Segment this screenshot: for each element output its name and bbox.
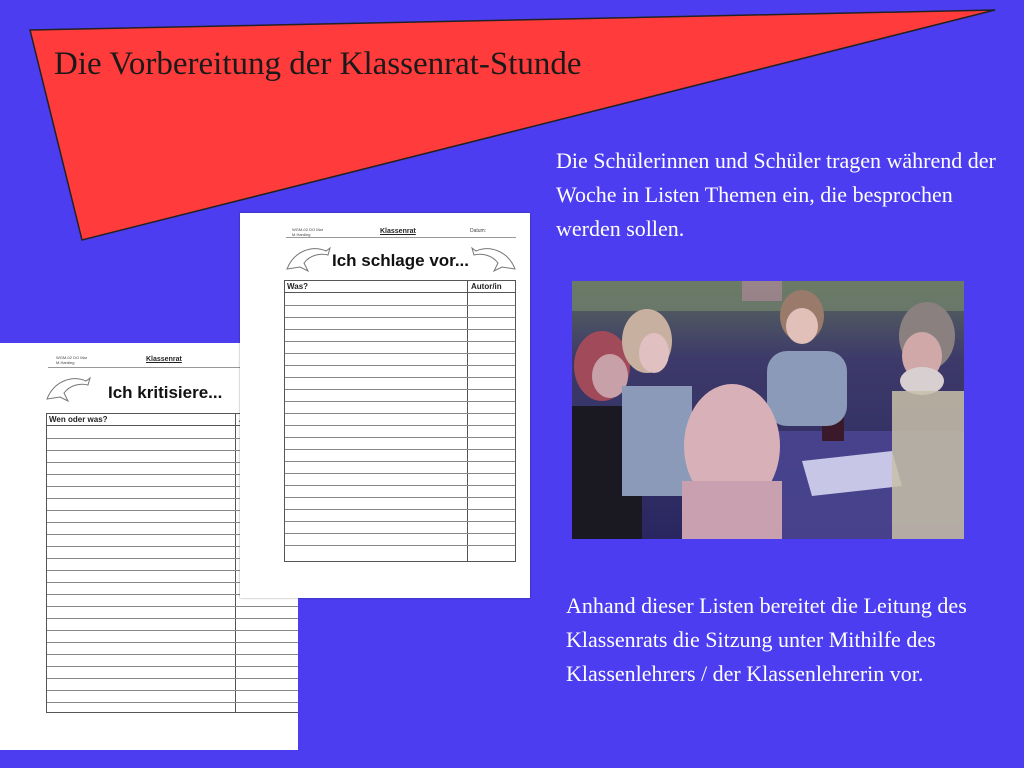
worksheet-form-title: Klassenrat: [146, 356, 182, 363]
photo-students-and-teacher: [572, 281, 964, 539]
worksheet-meta: WGM-02 DO Mar M.Harding: [292, 227, 324, 237]
worksheet-heading: Ich kritisiere...: [108, 383, 223, 402]
column-header-wen-oder-was: Wen oder was?: [49, 415, 108, 424]
worksheet-rule: [286, 237, 516, 238]
column-header-was: Was?: [287, 282, 309, 291]
worksheet-meta: WGM-02 DO Mar M.Harding: [56, 355, 88, 365]
column-header-autor-in: Autor/in: [471, 282, 502, 291]
worksheet-table: [284, 280, 516, 562]
worksheet-ich-schlage-vor: [240, 213, 530, 598]
worksheet-date-label: Datum:: [470, 228, 487, 234]
description-paragraph-1: Die Schülerinnen und Schüler tragen während der Woche in Listen Themen ein, die besprochen werden sollen.: [556, 148, 996, 241]
worksheet-heading: Ich schlage vor...: [332, 251, 470, 270]
dolphin-icon: [470, 241, 518, 275]
worksheet-form-title: Klassenrat: [380, 228, 416, 235]
description-paragraph-2: Anhand dieser Listen bereitet die Leitung des Klassenrats die Sitzung unter Mithilfe des Klassenlehrers / der Klassenlehrerin vor.: [566, 593, 967, 686]
dolphin-icon: [284, 241, 332, 275]
dolphin-icon: [44, 371, 92, 405]
page-title: Die Vorbereitung der Klassenrat-Stunde: [54, 46, 582, 82]
